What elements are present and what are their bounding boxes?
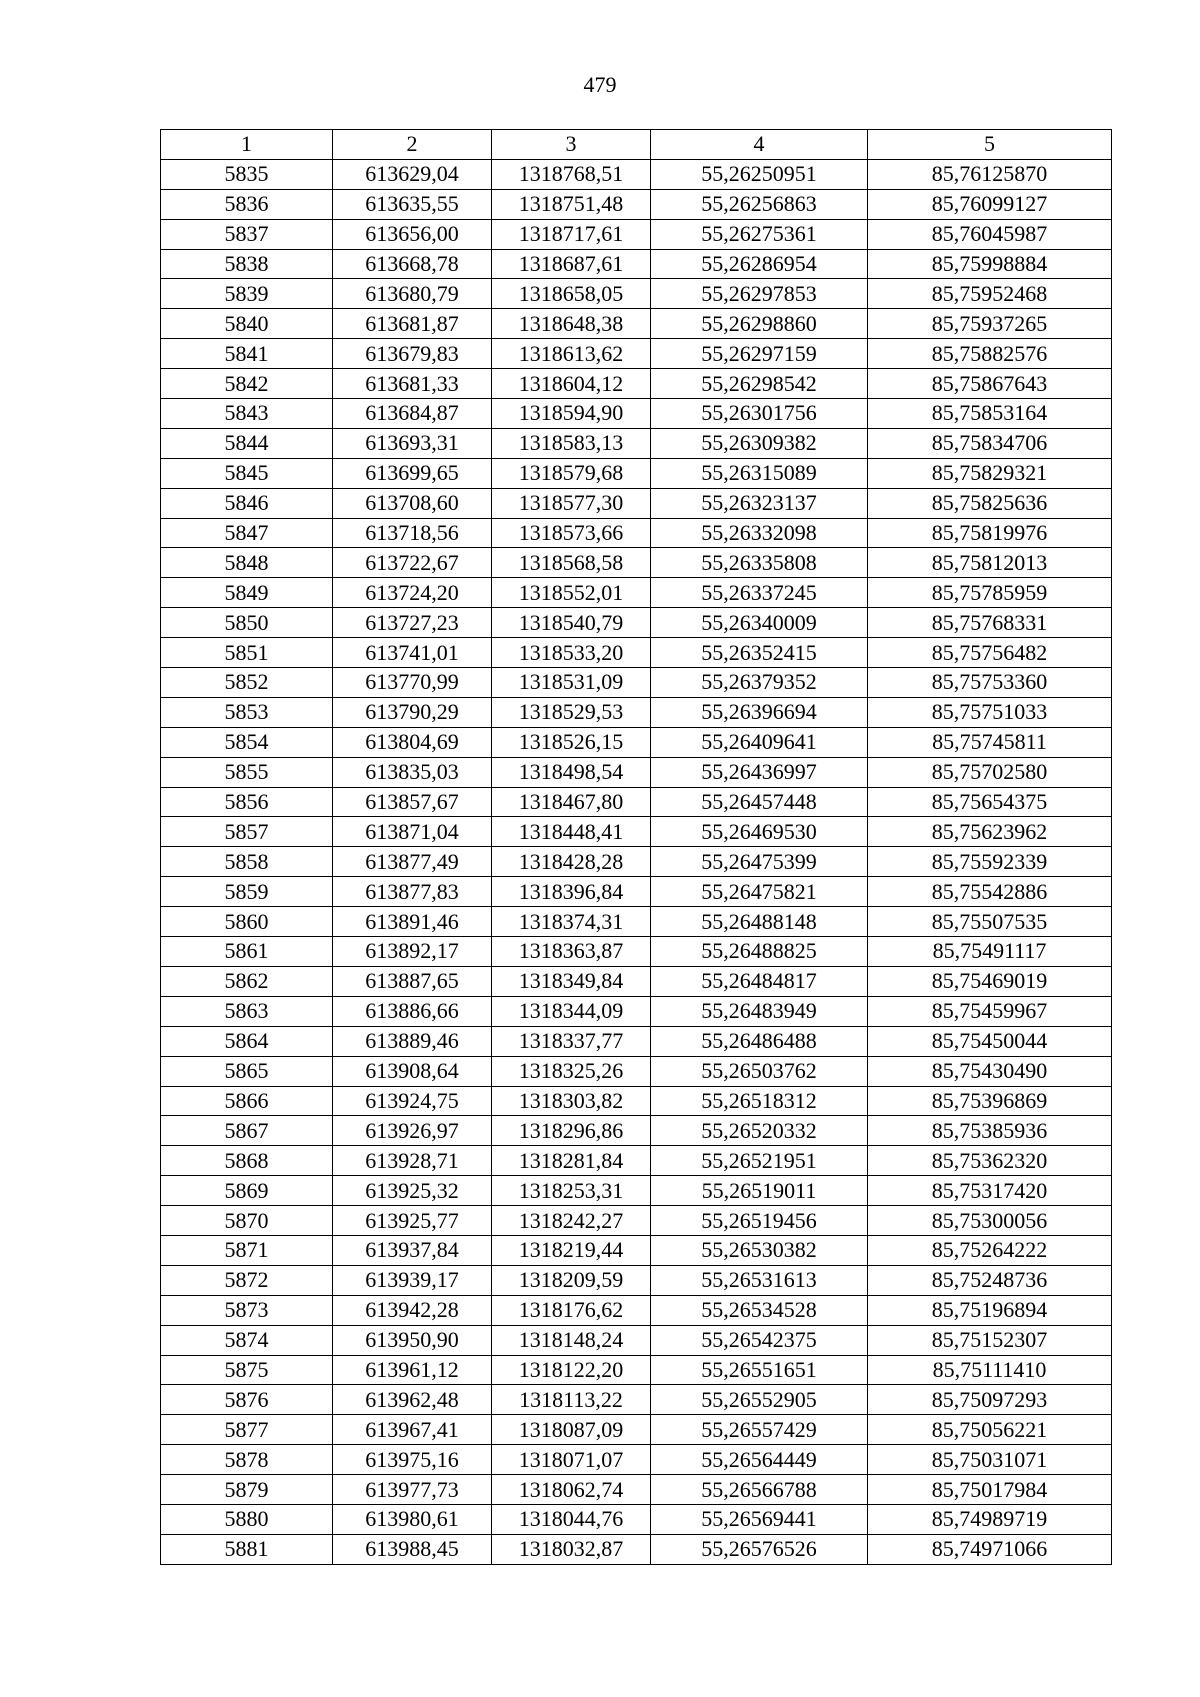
table-cell-col-3: 1318613,62 bbox=[492, 339, 651, 369]
table-row bbox=[161, 518, 1112, 548]
table-cell-col-4: 55,26396694 bbox=[651, 697, 868, 727]
table-cell-col-1: 5842 bbox=[161, 369, 333, 399]
table-cell-col-4: 55,26297159 bbox=[651, 339, 868, 369]
table-cell-col-2: 613741,01 bbox=[333, 638, 492, 668]
table-row bbox=[161, 1206, 1112, 1236]
table-cell-col-1: 5848 bbox=[161, 548, 333, 578]
table-cell-col-4: 55,26315089 bbox=[651, 458, 868, 488]
table-cell-col-5: 85,76125870 bbox=[868, 159, 1112, 189]
table-cell-col-1: 5850 bbox=[161, 608, 333, 638]
table-body bbox=[161, 159, 1112, 1564]
table-cell-col-5: 85,75623962 bbox=[868, 817, 1112, 847]
table-cell-col-3: 1318568,58 bbox=[492, 548, 651, 578]
page-number: 479 bbox=[583, 72, 617, 97]
table-cell-col-5: 85,75017984 bbox=[868, 1475, 1112, 1505]
table-cell-col-2: 613635,55 bbox=[333, 189, 492, 219]
table-cell-col-4: 55,26530382 bbox=[651, 1235, 868, 1265]
table-cell-col-3: 1318531,09 bbox=[492, 668, 651, 698]
table-cell-col-3: 1318594,90 bbox=[492, 399, 651, 429]
table-cell-col-5: 85,75785959 bbox=[868, 578, 1112, 608]
table-row bbox=[161, 1086, 1112, 1116]
table-row bbox=[161, 1295, 1112, 1325]
table-row bbox=[161, 1265, 1112, 1295]
table-row bbox=[161, 1056, 1112, 1086]
table-cell-col-5: 85,75056221 bbox=[868, 1415, 1112, 1445]
table-cell-col-5: 85,75751033 bbox=[868, 697, 1112, 727]
table-row bbox=[161, 488, 1112, 518]
table-cell-col-5: 85,75819976 bbox=[868, 518, 1112, 548]
table-row bbox=[161, 1445, 1112, 1475]
table-cell-col-4: 55,26531613 bbox=[651, 1265, 868, 1295]
table-cell-col-3: 1318648,38 bbox=[492, 309, 651, 339]
table-cell-col-3: 1318303,82 bbox=[492, 1086, 651, 1116]
table-cell-col-5: 85,75853164 bbox=[868, 399, 1112, 429]
table-cell-col-2: 613975,16 bbox=[333, 1445, 492, 1475]
table-cell-col-1: 5868 bbox=[161, 1146, 333, 1176]
table-cell-col-2: 613889,46 bbox=[333, 1026, 492, 1056]
table-cell-col-2: 613871,04 bbox=[333, 817, 492, 847]
table-cell-col-2: 613925,77 bbox=[333, 1206, 492, 1236]
table-cell-col-4: 55,26542375 bbox=[651, 1325, 868, 1355]
table-cell-col-4: 55,26340009 bbox=[651, 608, 868, 638]
table-cell-col-3: 1318448,41 bbox=[492, 817, 651, 847]
table-cell-col-2: 613718,56 bbox=[333, 518, 492, 548]
table-cell-col-5: 85,75867643 bbox=[868, 369, 1112, 399]
table-cell-col-5: 85,75952468 bbox=[868, 279, 1112, 309]
table-cell-col-4: 55,26551651 bbox=[651, 1355, 868, 1385]
table-cell-col-1: 5871 bbox=[161, 1235, 333, 1265]
table-cell-col-3: 1318467,80 bbox=[492, 787, 651, 817]
table-cell-col-5: 85,76045987 bbox=[868, 219, 1112, 249]
table-cell-col-3: 1318529,53 bbox=[492, 697, 651, 727]
table-cell-col-2: 613629,04 bbox=[333, 159, 492, 189]
table-cell-col-3: 1318428,28 bbox=[492, 847, 651, 877]
table-cell-col-3: 1318219,44 bbox=[492, 1235, 651, 1265]
table-cell-col-1: 5853 bbox=[161, 697, 333, 727]
table-cell-col-2: 613684,87 bbox=[333, 399, 492, 429]
table-cell-col-5: 85,75812013 bbox=[868, 548, 1112, 578]
table-cell-col-5: 85,75753360 bbox=[868, 668, 1112, 698]
table-cell-col-2: 613950,90 bbox=[333, 1325, 492, 1355]
table-cell-col-5: 85,75834706 bbox=[868, 428, 1112, 458]
table-cell-col-1: 5836 bbox=[161, 189, 333, 219]
table-cell-col-3: 1318325,26 bbox=[492, 1056, 651, 1086]
table-cell-col-1: 5846 bbox=[161, 488, 333, 518]
table-cell-col-5: 85,75450044 bbox=[868, 1026, 1112, 1056]
table-cell-col-2: 613656,00 bbox=[333, 219, 492, 249]
table-cell-col-4: 55,26519456 bbox=[651, 1206, 868, 1236]
table-cell-col-4: 55,26309382 bbox=[651, 428, 868, 458]
table-cell-col-4: 55,26483949 bbox=[651, 996, 868, 1026]
table-cell-col-1: 5843 bbox=[161, 399, 333, 429]
table-cell-col-4: 55,26298860 bbox=[651, 309, 868, 339]
table-cell-col-4: 55,26323137 bbox=[651, 488, 868, 518]
table-cell-col-3: 1318122,20 bbox=[492, 1355, 651, 1385]
table-cell-col-2: 613925,32 bbox=[333, 1176, 492, 1206]
table-cell-col-3: 1318148,24 bbox=[492, 1325, 651, 1355]
table-row bbox=[161, 1385, 1112, 1415]
table-row bbox=[161, 578, 1112, 608]
table-cell-col-1: 5879 bbox=[161, 1475, 333, 1505]
table-cell-col-3: 1318087,09 bbox=[492, 1415, 651, 1445]
table-cell-col-1: 5877 bbox=[161, 1415, 333, 1445]
header-cell-col-4: 4 bbox=[651, 130, 868, 160]
table-cell-col-1: 5865 bbox=[161, 1056, 333, 1086]
table-cell-col-4: 55,26297853 bbox=[651, 279, 868, 309]
table-cell-col-3: 1318573,66 bbox=[492, 518, 651, 548]
table-cell-col-1: 5856 bbox=[161, 787, 333, 817]
table-cell-col-5: 85,75998884 bbox=[868, 249, 1112, 279]
table-cell-col-4: 55,26301756 bbox=[651, 399, 868, 429]
table-row bbox=[161, 399, 1112, 429]
table-cell-col-2: 613988,45 bbox=[333, 1534, 492, 1564]
table-cell-col-3: 1318579,68 bbox=[492, 458, 651, 488]
table-cell-col-1: 5858 bbox=[161, 847, 333, 877]
table-cell-col-2: 613877,49 bbox=[333, 847, 492, 877]
table-row bbox=[161, 907, 1112, 937]
table-cell-col-2: 613961,12 bbox=[333, 1355, 492, 1385]
table-cell-col-1: 5851 bbox=[161, 638, 333, 668]
table-cell-col-5: 85,75768331 bbox=[868, 608, 1112, 638]
table-row bbox=[161, 1146, 1112, 1176]
table-cell-col-2: 613699,65 bbox=[333, 458, 492, 488]
header-cell-col-1: 1 bbox=[161, 130, 333, 160]
table-cell-col-2: 613770,99 bbox=[333, 668, 492, 698]
table-cell-col-5: 85,75937265 bbox=[868, 309, 1112, 339]
table-row bbox=[161, 219, 1112, 249]
table-cell-col-1: 5873 bbox=[161, 1295, 333, 1325]
table-cell-col-3: 1318604,12 bbox=[492, 369, 651, 399]
table-cell-col-3: 1318242,27 bbox=[492, 1206, 651, 1236]
table-cell-col-3: 1318062,74 bbox=[492, 1475, 651, 1505]
table-cell-col-1: 5870 bbox=[161, 1206, 333, 1236]
table-cell-col-5: 85,75264222 bbox=[868, 1235, 1112, 1265]
table-cell-col-3: 1318032,87 bbox=[492, 1534, 651, 1564]
table-cell-col-4: 55,26286954 bbox=[651, 249, 868, 279]
table-cell-col-2: 613708,60 bbox=[333, 488, 492, 518]
table-cell-col-5: 85,75097293 bbox=[868, 1385, 1112, 1415]
table-cell-col-2: 613977,73 bbox=[333, 1475, 492, 1505]
table-cell-col-1: 5847 bbox=[161, 518, 333, 548]
table-cell-col-4: 55,26475821 bbox=[651, 877, 868, 907]
table-cell-col-4: 55,26521951 bbox=[651, 1146, 868, 1176]
table-row bbox=[161, 817, 1112, 847]
table-row bbox=[161, 877, 1112, 907]
table-row bbox=[161, 249, 1112, 279]
table-cell-col-2: 613980,61 bbox=[333, 1504, 492, 1534]
table-row bbox=[161, 697, 1112, 727]
table-cell-col-5: 85,75385936 bbox=[868, 1116, 1112, 1146]
table-cell-col-3: 1318583,13 bbox=[492, 428, 651, 458]
table-row bbox=[161, 1325, 1112, 1355]
table-row bbox=[161, 727, 1112, 757]
table-cell-col-2: 613962,48 bbox=[333, 1385, 492, 1415]
table-row bbox=[161, 189, 1112, 219]
table-cell-col-1: 5859 bbox=[161, 877, 333, 907]
table-row bbox=[161, 428, 1112, 458]
table-cell-col-4: 55,26436997 bbox=[651, 757, 868, 787]
table-row bbox=[161, 638, 1112, 668]
table-cell-col-4: 55,26332098 bbox=[651, 518, 868, 548]
table-cell-col-1: 5840 bbox=[161, 309, 333, 339]
table-cell-col-5: 85,74989719 bbox=[868, 1504, 1112, 1534]
table-cell-col-1: 5837 bbox=[161, 219, 333, 249]
table-cell-col-5: 85,75745811 bbox=[868, 727, 1112, 757]
table-cell-col-3: 1318176,62 bbox=[492, 1295, 651, 1325]
header-cell-col-2: 2 bbox=[333, 130, 492, 160]
table-cell-col-3: 1318113,22 bbox=[492, 1385, 651, 1415]
table-cell-col-5: 85,75702580 bbox=[868, 757, 1112, 787]
table-cell-col-2: 613887,65 bbox=[333, 966, 492, 996]
table-cell-col-1: 5869 bbox=[161, 1176, 333, 1206]
table-cell-col-4: 55,26352415 bbox=[651, 638, 868, 668]
table-header bbox=[161, 130, 1112, 160]
table-row bbox=[161, 369, 1112, 399]
table-cell-col-2: 613891,46 bbox=[333, 907, 492, 937]
table-cell-col-5: 85,75459967 bbox=[868, 996, 1112, 1026]
table-cell-col-2: 613680,79 bbox=[333, 279, 492, 309]
coordinates-table bbox=[160, 129, 1112, 1565]
table-cell-col-4: 55,26457448 bbox=[651, 787, 868, 817]
table-row bbox=[161, 996, 1112, 1026]
table-row bbox=[161, 1116, 1112, 1146]
table-cell-col-3: 1318768,51 bbox=[492, 159, 651, 189]
table-cell-col-2: 613857,67 bbox=[333, 787, 492, 817]
table-row bbox=[161, 339, 1112, 369]
table-cell-col-1: 5857 bbox=[161, 817, 333, 847]
table-row bbox=[161, 309, 1112, 339]
table-cell-col-1: 5862 bbox=[161, 966, 333, 996]
table-cell-col-3: 1318349,84 bbox=[492, 966, 651, 996]
table-row bbox=[161, 1176, 1112, 1206]
table-cell-col-3: 1318540,79 bbox=[492, 608, 651, 638]
table-cell-col-1: 5845 bbox=[161, 458, 333, 488]
table-row bbox=[161, 1235, 1112, 1265]
table-cell-col-1: 5855 bbox=[161, 757, 333, 787]
table-cell-col-3: 1318337,77 bbox=[492, 1026, 651, 1056]
table-cell-col-4: 55,26520332 bbox=[651, 1116, 868, 1146]
table-row bbox=[161, 847, 1112, 877]
table-cell-col-4: 55,26564449 bbox=[651, 1445, 868, 1475]
table-cell-col-5: 85,75152307 bbox=[868, 1325, 1112, 1355]
table-row bbox=[161, 937, 1112, 967]
table-cell-col-4: 55,26576526 bbox=[651, 1534, 868, 1564]
table-cell-col-3: 1318658,05 bbox=[492, 279, 651, 309]
table-row bbox=[161, 787, 1112, 817]
table-cell-col-4: 55,26275361 bbox=[651, 219, 868, 249]
table-row bbox=[161, 757, 1112, 787]
table-row bbox=[161, 458, 1112, 488]
table-cell-col-5: 85,75396869 bbox=[868, 1086, 1112, 1116]
table-cell-col-3: 1318363,87 bbox=[492, 937, 651, 967]
table-cell-col-1: 5876 bbox=[161, 1385, 333, 1415]
table-cell-col-5: 85,74971066 bbox=[868, 1534, 1112, 1564]
table-row bbox=[161, 1504, 1112, 1534]
table-cell-col-2: 613924,75 bbox=[333, 1086, 492, 1116]
table-cell-col-3: 1318687,61 bbox=[492, 249, 651, 279]
table-cell-col-3: 1318498,54 bbox=[492, 757, 651, 787]
table-cell-col-2: 613679,83 bbox=[333, 339, 492, 369]
table-cell-col-5: 85,75317420 bbox=[868, 1176, 1112, 1206]
table-cell-col-2: 613942,28 bbox=[333, 1295, 492, 1325]
table-cell-col-1: 5835 bbox=[161, 159, 333, 189]
table-cell-col-2: 613835,03 bbox=[333, 757, 492, 787]
table-cell-col-4: 55,26569441 bbox=[651, 1504, 868, 1534]
table-row bbox=[161, 159, 1112, 189]
table-cell-col-5: 85,75300056 bbox=[868, 1206, 1112, 1236]
table-cell-col-2: 613804,69 bbox=[333, 727, 492, 757]
table-row bbox=[161, 1026, 1112, 1056]
table-cell-col-2: 613892,17 bbox=[333, 937, 492, 967]
table-cell-col-5: 85,75756482 bbox=[868, 638, 1112, 668]
table-row bbox=[161, 1355, 1112, 1385]
table-cell-col-4: 55,26250951 bbox=[651, 159, 868, 189]
table-cell-col-3: 1318533,20 bbox=[492, 638, 651, 668]
header-cell-col-5: 5 bbox=[868, 130, 1112, 160]
table-cell-col-3: 1318071,07 bbox=[492, 1445, 651, 1475]
table-cell-col-2: 613967,41 bbox=[333, 1415, 492, 1445]
table-cell-col-2: 613877,83 bbox=[333, 877, 492, 907]
table-row bbox=[161, 548, 1112, 578]
table-cell-col-1: 5852 bbox=[161, 668, 333, 698]
table-cell-col-1: 5880 bbox=[161, 1504, 333, 1534]
table-cell-col-4: 55,26486488 bbox=[651, 1026, 868, 1056]
table-cell-col-1: 5838 bbox=[161, 249, 333, 279]
table-cell-col-4: 55,26488825 bbox=[651, 937, 868, 967]
table-cell-col-2: 613668,78 bbox=[333, 249, 492, 279]
table-row bbox=[161, 608, 1112, 638]
table-cell-col-5: 85,75491117 bbox=[868, 937, 1112, 967]
header-row bbox=[161, 130, 1112, 160]
table-cell-col-4: 55,26566788 bbox=[651, 1475, 868, 1505]
table-cell-col-5: 85,75542886 bbox=[868, 877, 1112, 907]
table-cell-col-3: 1318552,01 bbox=[492, 578, 651, 608]
table-cell-col-3: 1318281,84 bbox=[492, 1146, 651, 1176]
table-row bbox=[161, 1534, 1112, 1564]
table-cell-col-2: 613908,64 bbox=[333, 1056, 492, 1086]
table-row bbox=[161, 279, 1112, 309]
table-row bbox=[161, 966, 1112, 996]
table-cell-col-4: 55,26256863 bbox=[651, 189, 868, 219]
table-cell-col-1: 5864 bbox=[161, 1026, 333, 1056]
table-cell-col-1: 5874 bbox=[161, 1325, 333, 1355]
table-cell-col-1: 5860 bbox=[161, 907, 333, 937]
table-cell-col-1: 5844 bbox=[161, 428, 333, 458]
table-cell-col-4: 55,26379352 bbox=[651, 668, 868, 698]
header-cell-col-3: 3 bbox=[492, 130, 651, 160]
table-cell-col-2: 613939,17 bbox=[333, 1265, 492, 1295]
table-cell-col-2: 613926,97 bbox=[333, 1116, 492, 1146]
table-row bbox=[161, 1475, 1112, 1505]
table-cell-col-5: 85,75825636 bbox=[868, 488, 1112, 518]
table-cell-col-1: 5872 bbox=[161, 1265, 333, 1295]
table-cell-col-5: 85,75829321 bbox=[868, 458, 1112, 488]
table-cell-col-1: 5841 bbox=[161, 339, 333, 369]
table-cell-col-4: 55,26557429 bbox=[651, 1415, 868, 1445]
table-cell-col-1: 5867 bbox=[161, 1116, 333, 1146]
table-cell-col-4: 55,26488148 bbox=[651, 907, 868, 937]
table-cell-col-5: 85,75430490 bbox=[868, 1056, 1112, 1086]
table-cell-col-3: 1318044,76 bbox=[492, 1504, 651, 1534]
table-cell-col-5: 85,76099127 bbox=[868, 189, 1112, 219]
table-cell-col-5: 85,75654375 bbox=[868, 787, 1112, 817]
table-cell-col-5: 85,75507535 bbox=[868, 907, 1112, 937]
table-cell-col-2: 613937,84 bbox=[333, 1235, 492, 1265]
table-cell-col-3: 1318751,48 bbox=[492, 189, 651, 219]
table-cell-col-4: 55,26469530 bbox=[651, 817, 868, 847]
table-cell-col-2: 613681,87 bbox=[333, 309, 492, 339]
table-cell-col-2: 613928,71 bbox=[333, 1146, 492, 1176]
table-cell-col-3: 1318577,30 bbox=[492, 488, 651, 518]
table-cell-col-4: 55,26409641 bbox=[651, 727, 868, 757]
table-cell-col-4: 55,26519011 bbox=[651, 1176, 868, 1206]
table-cell-col-1: 5875 bbox=[161, 1355, 333, 1385]
table-cell-col-5: 85,75196894 bbox=[868, 1295, 1112, 1325]
table-cell-col-2: 613693,31 bbox=[333, 428, 492, 458]
table-cell-col-1: 5861 bbox=[161, 937, 333, 967]
table-cell-col-5: 85,75111410 bbox=[868, 1355, 1112, 1385]
table-cell-col-3: 1318209,59 bbox=[492, 1265, 651, 1295]
table-cell-col-1: 5881 bbox=[161, 1534, 333, 1564]
table-cell-col-5: 85,75248736 bbox=[868, 1265, 1112, 1295]
table-cell-col-4: 55,26552905 bbox=[651, 1385, 868, 1415]
table-cell-col-2: 613722,67 bbox=[333, 548, 492, 578]
table-cell-col-2: 613727,23 bbox=[333, 608, 492, 638]
table-cell-col-5: 85,75469019 bbox=[868, 966, 1112, 996]
table-cell-col-3: 1318396,84 bbox=[492, 877, 651, 907]
table-cell-col-3: 1318344,09 bbox=[492, 996, 651, 1026]
table-cell-col-2: 613724,20 bbox=[333, 578, 492, 608]
table-cell-col-1: 5839 bbox=[161, 279, 333, 309]
table-cell-col-4: 55,26298542 bbox=[651, 369, 868, 399]
table-cell-col-3: 1318717,61 bbox=[492, 219, 651, 249]
table-cell-col-5: 85,75882576 bbox=[868, 339, 1112, 369]
table-cell-col-4: 55,26337245 bbox=[651, 578, 868, 608]
table-cell-col-1: 5849 bbox=[161, 578, 333, 608]
table-cell-col-4: 55,26335808 bbox=[651, 548, 868, 578]
table-cell-col-4: 55,26534528 bbox=[651, 1295, 868, 1325]
table-cell-col-4: 55,26475399 bbox=[651, 847, 868, 877]
table-cell-col-5: 85,75031071 bbox=[868, 1445, 1112, 1475]
table-cell-col-3: 1318253,31 bbox=[492, 1176, 651, 1206]
table-row bbox=[161, 668, 1112, 698]
table-cell-col-1: 5878 bbox=[161, 1445, 333, 1475]
table-cell-col-2: 613886,66 bbox=[333, 996, 492, 1026]
table-cell-col-2: 613681,33 bbox=[333, 369, 492, 399]
table-cell-col-1: 5863 bbox=[161, 996, 333, 1026]
table-cell-col-3: 1318374,31 bbox=[492, 907, 651, 937]
table-cell-col-5: 85,75592339 bbox=[868, 847, 1112, 877]
table-cell-col-5: 85,75362320 bbox=[868, 1146, 1112, 1176]
table-cell-col-3: 1318296,86 bbox=[492, 1116, 651, 1146]
table-cell-col-2: 613790,29 bbox=[333, 697, 492, 727]
table-cell-col-1: 5866 bbox=[161, 1086, 333, 1116]
table-cell-col-4: 55,26503762 bbox=[651, 1056, 868, 1086]
table-cell-col-3: 1318526,15 bbox=[492, 727, 651, 757]
table-cell-col-1: 5854 bbox=[161, 727, 333, 757]
table-cell-col-4: 55,26518312 bbox=[651, 1086, 868, 1116]
table-cell-col-4: 55,26484817 bbox=[651, 966, 868, 996]
table-row bbox=[161, 1415, 1112, 1445]
